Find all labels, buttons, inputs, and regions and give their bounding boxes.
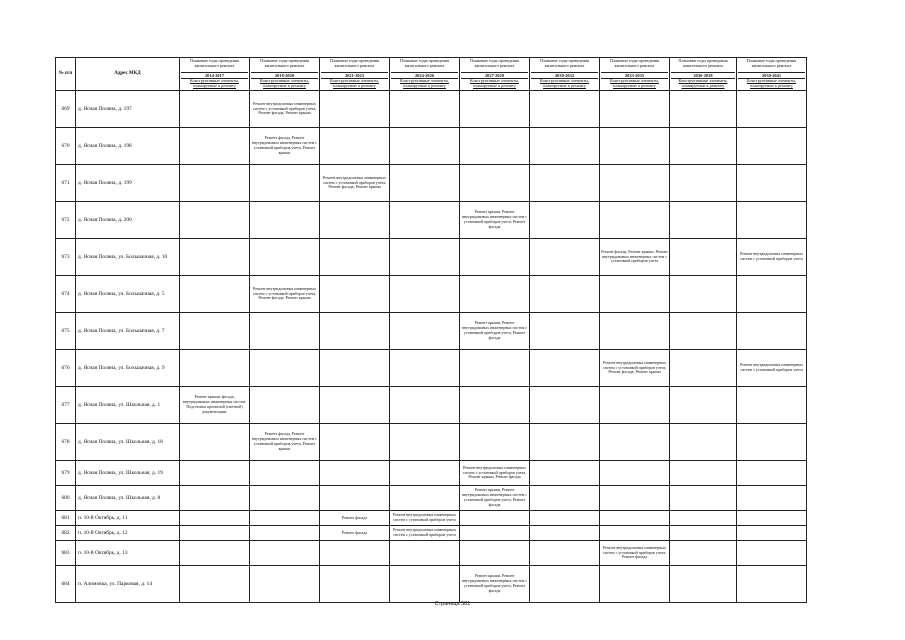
table-row — [56, 461, 807, 486]
repair-cell — [460, 526, 530, 541]
repair-cell — [670, 541, 737, 566]
row-number: 671 — [56, 165, 76, 202]
capital-repair-table — [55, 57, 807, 603]
repair-cell — [320, 424, 390, 461]
repair-cell — [320, 541, 390, 566]
repair-cell — [250, 202, 320, 239]
header-period-years: 2024-2026 — [391, 72, 458, 79]
header-period-caption: Плановые годы проведения капитального ремонта — [746, 58, 797, 68]
repair-cell: Ремонт крыши, Ремонт внутридомовых инженерных систем с установкой приборов учета, Ремонт фасада — [460, 202, 530, 239]
repair-cell — [460, 350, 530, 387]
header-period-elements: Конструктивные элементы, планируемые к ремонту — [678, 78, 728, 88]
table-row — [56, 486, 807, 511]
repair-cell — [530, 350, 600, 387]
repair-cell — [737, 313, 807, 350]
repair-cell — [460, 424, 530, 461]
repair-cell — [250, 486, 320, 511]
repair-cell — [180, 461, 250, 486]
repair-cell — [180, 424, 250, 461]
repair-cell — [737, 541, 807, 566]
row-number: 680 — [56, 486, 76, 511]
repair-cell — [390, 424, 460, 461]
repair-cell — [670, 165, 737, 202]
table-row — [56, 541, 807, 566]
repair-cell — [250, 387, 320, 424]
row-number: 674 — [56, 276, 76, 313]
header-period-years: 2027-2029 — [461, 72, 528, 79]
row-address: п. 10-й Октябрь, д. 11 — [76, 511, 180, 526]
repair-cell — [600, 566, 670, 603]
header-period-2030-2032 — [530, 58, 600, 91]
header-period-years: 2018-2020 — [251, 72, 318, 79]
repair-cell — [250, 461, 320, 486]
repair-cell: Ремонт внутридомовых инженерных систем с установкой приборов учета — [390, 511, 460, 526]
repair-cell — [530, 461, 600, 486]
repair-cell — [600, 202, 670, 239]
repair-cell — [180, 511, 250, 526]
repair-cell — [600, 313, 670, 350]
repair-cell: Ремонт крыши, Ремонт внутридомовых инженерных систем с установкой приборов учета, Ремонт фасада — [460, 486, 530, 511]
header-period-years: 2030-2032 — [531, 72, 598, 79]
header-period-caption: Плановые годы проведения капитального ремонта — [259, 58, 310, 68]
row-number: 676 — [56, 350, 76, 387]
row-number: 672 — [56, 202, 76, 239]
table-row — [56, 313, 807, 350]
repair-cell — [250, 165, 320, 202]
repair-cell — [530, 387, 600, 424]
table-row — [56, 239, 807, 276]
row-number: 682 — [56, 526, 76, 541]
repair-cell — [390, 486, 460, 511]
repair-cell — [250, 239, 320, 276]
repair-cell — [320, 313, 390, 350]
repair-cell — [530, 239, 600, 276]
repair-cell — [460, 239, 530, 276]
repair-cell — [180, 486, 250, 511]
header-period-2014-2017 — [180, 58, 250, 91]
repair-cell — [530, 202, 600, 239]
header-period-caption: Плановые годы проведения капитального ремонта — [539, 58, 590, 68]
header-period-2036-2038 — [670, 58, 737, 91]
header-period-2021-2023 — [320, 58, 390, 91]
row-address: д. Ясная Поляна, ул. Большачная, д. 10 — [76, 239, 180, 276]
repair-cell — [600, 461, 670, 486]
repair-cell: Ремонт крыши, Ремонт внутридомовых инженерных систем с установкой приборов учета, Ремонт фасада — [460, 566, 530, 603]
table-row — [56, 165, 807, 202]
repair-cell — [600, 91, 670, 128]
table-row — [56, 91, 807, 128]
header-period-2018-2020 — [250, 58, 320, 91]
header-period-caption: Плановые годы проведения капитального ремонта — [469, 58, 520, 68]
repair-cell: Ремонт внутридомовых инженерных систем с установкой приборов учета, Ремонт фасада, Ремонт крыши — [250, 276, 320, 313]
repair-cell — [180, 276, 250, 313]
repair-cell — [250, 313, 320, 350]
row-address: д. Ясная Поляна, ул. Большачная, д. 7 — [76, 313, 180, 350]
repair-cell — [530, 276, 600, 313]
repair-cell — [320, 239, 390, 276]
repair-cell: Ремонт внутридомовых инженерных систем с установкой приборов учета, Ремонт фасада, Ремонт крыши — [600, 350, 670, 387]
repair-cell — [250, 541, 320, 566]
repair-cell — [390, 313, 460, 350]
row-address: д. Ясная Поляна, д. 200 — [76, 202, 180, 239]
header-period-caption: Плановые годы проведения капитального ремонта — [609, 58, 660, 68]
repair-cell — [390, 566, 460, 603]
repair-cell — [320, 350, 390, 387]
repair-cell — [320, 276, 390, 313]
repair-cell — [737, 486, 807, 511]
row-address: д. Ясная Поляна, д. 197 — [76, 91, 180, 128]
table-row — [56, 387, 807, 424]
repair-cell — [320, 461, 390, 486]
repair-cell — [180, 526, 250, 541]
repair-cell: Ремонт фасада, Ремонт внутридомовых инженерных систем с установкой приборов учета, Ремонт крыши — [250, 424, 320, 461]
header-period-elements: Конструктивные элементы, планируемые к ремонту — [190, 78, 239, 88]
repair-cell — [530, 313, 600, 350]
repair-cell — [390, 202, 460, 239]
repair-cell — [670, 511, 737, 526]
repair-cell — [737, 91, 807, 128]
row-number: 675 — [56, 313, 76, 350]
repair-cell — [737, 128, 807, 165]
repair-cell — [670, 461, 737, 486]
repair-cell — [320, 387, 390, 424]
header-period-caption: Плановые годы проведения капитального ремонта — [399, 58, 450, 68]
repair-cell — [180, 165, 250, 202]
repair-cell — [600, 511, 670, 526]
header-period-2024-2026 — [390, 58, 460, 91]
repair-cell — [320, 566, 390, 603]
repair-cell — [180, 313, 250, 350]
row-address: д. Ясная Поляна, ул. Большачная, д. 5 — [76, 276, 180, 313]
page-footer: Страница 581 — [434, 601, 471, 607]
row-number: 670 — [56, 128, 76, 165]
repair-cell — [180, 91, 250, 128]
repair-cell — [250, 566, 320, 603]
table-row — [56, 526, 807, 541]
repair-cell: Ремонт внутридомовых инженерных систем с установкой приборов учета, Ремонт фасада, Ремонт крыши — [320, 165, 390, 202]
repair-cell — [460, 165, 530, 202]
table-header-row — [56, 58, 807, 91]
header-period-elements: Конструктивные элементы, планируемые к ремонту — [610, 78, 659, 88]
repair-cell — [530, 566, 600, 603]
row-address: д. Ясная Поляна, ул. Школьная, д. 19 — [76, 461, 180, 486]
repair-cell — [670, 350, 737, 387]
row-number: 678 — [56, 424, 76, 461]
repair-cell — [670, 239, 737, 276]
row-address: д. Ясная Поляна, ул. Школьная, д. 8 — [76, 486, 180, 511]
repair-cell — [320, 91, 390, 128]
row-address: д. Ясная Поляна, ул. Школьная, д. 18 — [76, 424, 180, 461]
repair-cell — [670, 526, 737, 541]
repair-cell — [600, 424, 670, 461]
header-period-years: 2021-2023 — [321, 72, 388, 79]
row-number: 683 — [56, 541, 76, 566]
repair-cell — [670, 91, 737, 128]
repair-cell — [530, 486, 600, 511]
repair-cell — [737, 424, 807, 461]
repair-cell — [320, 128, 390, 165]
repair-cell — [390, 350, 460, 387]
repair-cell — [320, 486, 390, 511]
repair-cell — [180, 541, 250, 566]
repair-cell — [320, 202, 390, 239]
repair-cell — [180, 566, 250, 603]
repair-cell — [737, 461, 807, 486]
repair-cell — [180, 202, 250, 239]
row-address: д. Ясная Поляна, д. 199 — [76, 165, 180, 202]
row-number: 677 — [56, 387, 76, 424]
table-row — [56, 424, 807, 461]
repair-cell — [460, 128, 530, 165]
repair-cell — [670, 486, 737, 511]
row-address: п. 10-й Октябрь, д. 13 — [76, 541, 180, 566]
repair-cell — [737, 526, 807, 541]
table-row — [56, 566, 807, 603]
repair-cell — [670, 202, 737, 239]
row-address: д. Ясная Поляна, д. 198 — [76, 128, 180, 165]
repair-cell: Ремонт фасада — [320, 511, 390, 526]
repair-cell — [530, 511, 600, 526]
repair-cell — [530, 91, 600, 128]
repair-cell — [460, 276, 530, 313]
repair-cell — [180, 350, 250, 387]
table-row — [56, 511, 807, 526]
repair-cell: Ремонт внутридомовых инженерных систем с установкой приборов учета — [737, 350, 807, 387]
header-period-elements: Конструктивные элементы, планируемые к ремонту — [260, 78, 309, 88]
header-period-years: 2036-2038 — [671, 72, 735, 79]
repair-cell — [530, 526, 600, 541]
header-period-elements: Конструктивные элементы, планируемые к ремонту — [330, 78, 379, 88]
repair-cell — [390, 165, 460, 202]
repair-cell — [460, 91, 530, 128]
repair-cell — [600, 486, 670, 511]
repair-cell — [600, 387, 670, 424]
row-address: д. Ясная Поляна, ул. Школьная, д. 1 — [76, 387, 180, 424]
header-period-elements: Конструктивные элементы, планируемые к ремонту — [470, 78, 519, 88]
repair-cell — [250, 511, 320, 526]
row-address: д. Ясная Поляна, ул. Большачная, д. 9 — [76, 350, 180, 387]
repair-cell — [600, 128, 670, 165]
repair-cell — [737, 387, 807, 424]
repair-cell: Ремонт крыши, Ремонт внутридомовых инженерных систем с установкой приборов учета, Ремонт фасада — [460, 313, 530, 350]
repair-cell — [180, 128, 250, 165]
repair-cell — [390, 387, 460, 424]
header-number: № п/п — [56, 58, 76, 91]
repair-cell — [390, 461, 460, 486]
table-row — [56, 276, 807, 313]
repair-cell — [670, 128, 737, 165]
repair-cell — [530, 128, 600, 165]
repair-cell — [390, 239, 460, 276]
repair-cell — [530, 541, 600, 566]
repair-cell — [460, 387, 530, 424]
repair-cell — [670, 276, 737, 313]
header-period-elements: Конструктивные элементы, планируемые к ремонту — [747, 78, 796, 88]
repair-cell — [670, 313, 737, 350]
repair-cell — [737, 165, 807, 202]
repair-cell — [737, 511, 807, 526]
header-period-elements: Конструктивные элементы, планируемые к ремонту — [540, 78, 589, 88]
repair-cell — [460, 541, 530, 566]
row-address: п. 10-й Октябрь, д. 12 — [76, 526, 180, 541]
repair-cell: Ремонт крыши, фасада, внутридомовых инженерных систем. Подготовка проектной (сметной) документации. — [180, 387, 250, 424]
repair-cell — [737, 202, 807, 239]
header-period-elements: Конструктивные элементы, планируемые к ремонту — [400, 78, 449, 88]
row-number: 673 — [56, 239, 76, 276]
repair-cell — [390, 541, 460, 566]
row-number: 681 — [56, 511, 76, 526]
header-address: Адрес МКД — [76, 58, 180, 91]
repair-cell — [180, 239, 250, 276]
repair-cell — [460, 511, 530, 526]
repair-cell — [390, 91, 460, 128]
repair-cell — [670, 566, 737, 603]
repair-cell — [737, 276, 807, 313]
repair-cell — [530, 424, 600, 461]
row-number: 679 — [56, 461, 76, 486]
header-period-years: 2033-2035 — [601, 72, 668, 79]
header-period-caption: Плановые годы проведения капитального ремонта — [189, 58, 240, 68]
repair-cell: Ремонт фасада, Ремонт крыши, Ремонт внутридомовых инженерных систем с установкой приборов учета — [600, 239, 670, 276]
repair-cell — [737, 566, 807, 603]
row-address: п. Алимовка, ул. Парковая, д. 14 — [76, 566, 180, 603]
repair-cell — [390, 276, 460, 313]
header-period-2039-2041 — [737, 58, 807, 91]
table-row — [56, 202, 807, 239]
repair-cell: Ремонт внутридомовых инженерных систем с установкой приборов учета — [737, 239, 807, 276]
header-period-years: 2014-2017 — [181, 72, 248, 79]
repair-cell: Ремонт фасада, Ремонт внутридомовых инженерных систем с установкой приборов учета, Ремонт крыши — [250, 128, 320, 165]
table-row — [56, 128, 807, 165]
repair-cell — [600, 165, 670, 202]
repair-cell — [250, 526, 320, 541]
header-period-years: 2039-2041 — [738, 72, 805, 79]
row-number: 684 — [56, 566, 76, 603]
repair-cell — [670, 387, 737, 424]
table-row — [56, 350, 807, 387]
repair-cell: Ремонт внутридомовых инженерных систем с установкой приборов учета, Ремонт фасада — [600, 541, 670, 566]
repair-cell — [530, 165, 600, 202]
repair-cell: Ремонт внутридомовых инженерных систем с установкой приборов учета, Ремонт крыши, Ремонт фасада — [460, 461, 530, 486]
repair-cell — [600, 526, 670, 541]
row-number: 669 — [56, 91, 76, 128]
header-period-caption: Плановые годы проведения капитального ремонта — [678, 58, 728, 68]
repair-cell — [390, 128, 460, 165]
repair-cell: Ремонт фасада — [320, 526, 390, 541]
header-period-caption: Плановые годы проведения капитального ремонта — [329, 58, 380, 68]
repair-cell — [250, 350, 320, 387]
repair-cell: Ремонт внутридомовых инженерных систем с установкой приборов учета — [390, 526, 460, 541]
repair-cell — [670, 424, 737, 461]
header-period-2027-2029 — [460, 58, 530, 91]
repair-cell: Ремонт внутридомовых инженерных систем с установкой приборов учета, Ремонт фасада, Ремонт крыши — [250, 91, 320, 128]
repair-cell — [600, 276, 670, 313]
table-body — [56, 91, 807, 603]
header-period-2033-2035 — [600, 58, 670, 91]
